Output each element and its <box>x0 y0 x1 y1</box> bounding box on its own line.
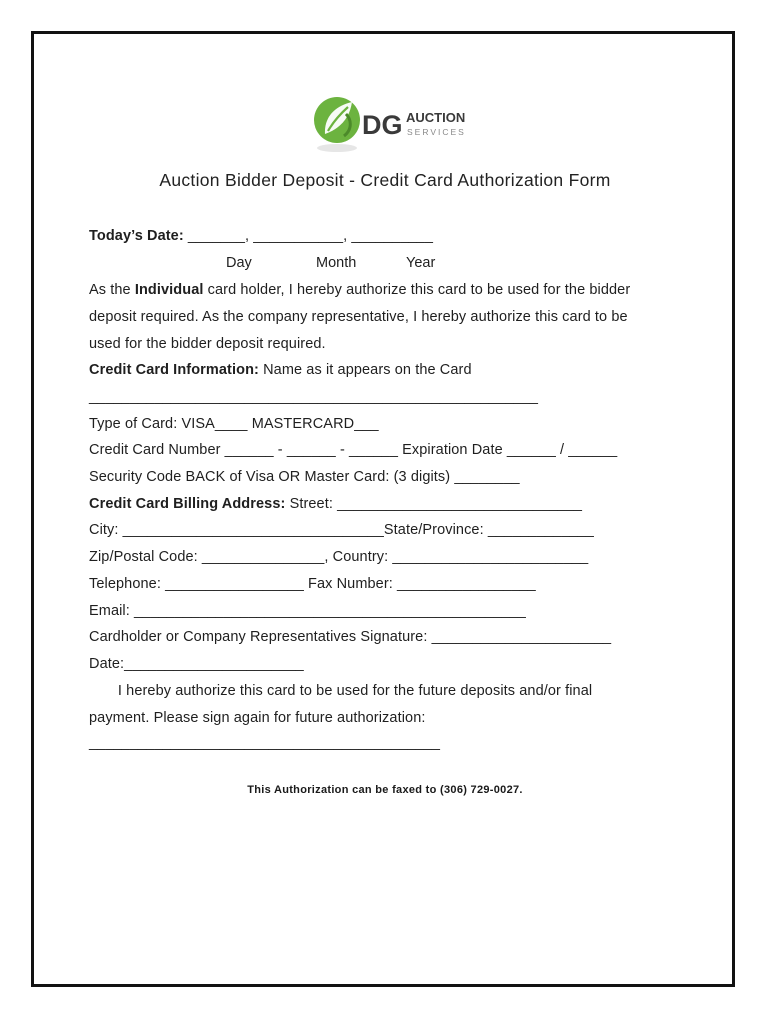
auth-individual: Individual <box>134 282 204 298</box>
logo-line1: AUCTION <box>406 110 466 125</box>
city-state-row: City: ________________________________State/Province: _____________ <box>89 522 594 538</box>
auth-suffix: card holder, I hereby authorize this card to be used for the bidder <box>203 282 631 298</box>
billing-label: Credit Card Billing Address: <box>89 496 286 512</box>
authorization-line-1 <box>89 282 630 298</box>
month-label: Month <box>316 255 357 271</box>
auth-prefix: As the <box>89 282 135 298</box>
signature-row: Cardholder or Company Representatives Signature: ______________________ <box>89 629 612 645</box>
dg-auction-services-logo <box>312 94 482 156</box>
day-label: Day <box>226 255 252 271</box>
email-row: Email: ________________________________________________ <box>89 603 526 619</box>
fax-note: This Authorization can be faxed to (306) 729-0027. <box>247 784 523 796</box>
future-authorization-line-2: payment. Please sign again for future authorization: <box>89 710 426 726</box>
security-code-row: Security Code BACK of Visa OR Master Card: (3 digits) ________ <box>89 469 520 485</box>
zip-country-row: Zip/Postal Code: _______________, Country: ________________________ <box>89 549 589 565</box>
logo-graphic <box>312 94 482 156</box>
phone-fax-row: Telephone: _________________ Fax Number: _________________ <box>89 576 536 592</box>
todays-date-row <box>89 228 433 244</box>
logo-line2: SERVICES <box>407 127 466 137</box>
logo-initials: DG <box>362 110 403 140</box>
cc-info-text: Name as it appears on the Card <box>258 362 472 378</box>
form-title: Auction Bidder Deposit - Credit Card Authorization Form <box>159 170 611 190</box>
card-type-row: Type of Card: VISA____ MASTERCARD___ <box>89 416 379 432</box>
card-number-row: Credit Card Number ______ - ______ - ______ Expiration Date ______ / ______ <box>89 442 618 458</box>
cardholder-name-blank: _______________________________________________________ <box>89 389 539 405</box>
billing-address-row <box>89 496 582 512</box>
date-row: Date:______________________ <box>89 656 304 672</box>
year-label: Year <box>406 255 436 271</box>
todays-date-blanks: _______, ___________, __________ <box>183 228 434 244</box>
billing-street: Street: ______________________________ <box>285 496 583 512</box>
authorization-line-3: used for the bidder deposit required. <box>89 336 326 352</box>
todays-date-label: Today’s Date: <box>89 228 184 244</box>
future-authorization-line-1: I hereby authorize this card to be used for the future deposits and/or final <box>89 683 593 699</box>
authorization-line-2: deposit required. As the company representative, I hereby authorize this card to be <box>89 309 628 325</box>
future-signature-blank: ___________________________________________ <box>89 735 441 751</box>
cc-info-label: Credit Card Information: <box>89 362 259 378</box>
credit-card-info-row <box>89 362 472 378</box>
